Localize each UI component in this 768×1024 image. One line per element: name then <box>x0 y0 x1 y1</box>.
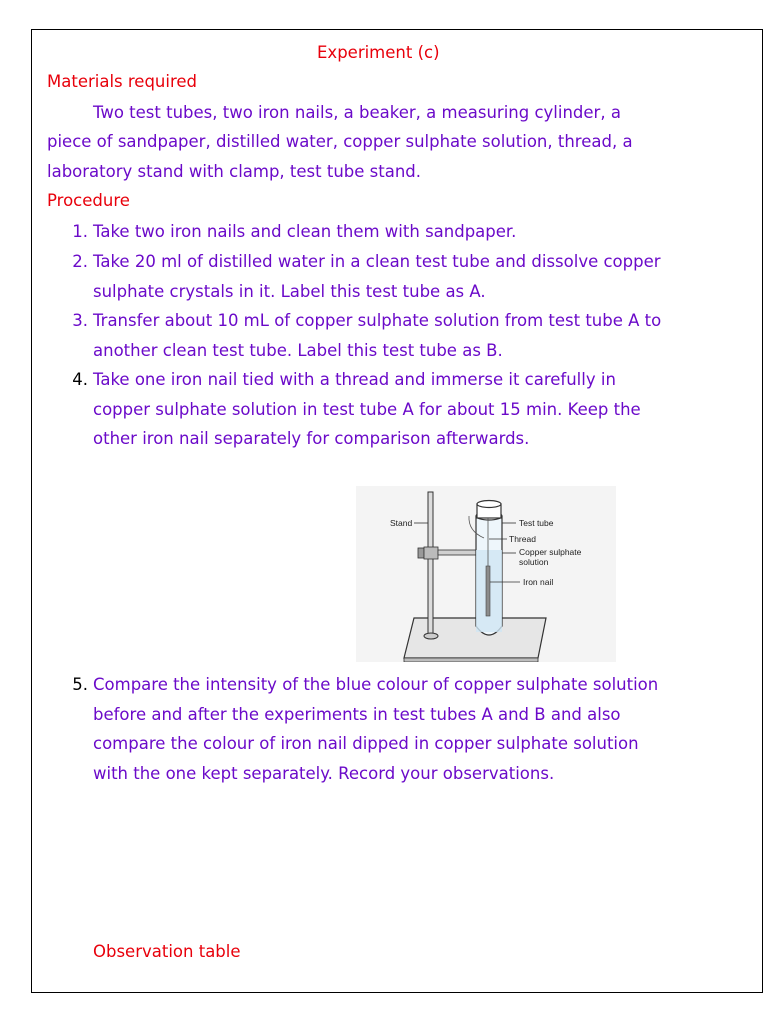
step-number: 2. <box>72 252 88 271</box>
label-thread: Thread <box>509 534 536 544</box>
procedure-heading: Procedure <box>47 191 130 210</box>
step-text: Take two iron nails and clean them with sandpaper. <box>93 222 517 241</box>
label-stand: Stand <box>390 518 413 528</box>
step-text: another clean test tube. Label this test tube as B. <box>93 341 503 360</box>
step-number: 1. <box>72 222 88 241</box>
step-text: Transfer about 10 mL of copper sulphate solution from test tube A to <box>93 311 662 330</box>
step-text: sulphate crystals in it. Label this test tube as A. <box>93 282 486 301</box>
apparatus-figure <box>356 486 616 662</box>
step-number: 5. <box>72 675 88 694</box>
observation-heading: Observation table <box>93 942 241 961</box>
iron-nail <box>486 566 490 616</box>
step-text: before and after the experiments in test tubes A and B and also <box>93 705 621 724</box>
step-text: Compare the intensity of the blue colour of copper sulphate solution <box>93 675 659 694</box>
apparatus-diagram <box>356 486 616 662</box>
step-number: 4. <box>72 370 88 389</box>
label-test-tube: Test tube <box>519 518 554 528</box>
label-iron-nail: Iron nail <box>523 577 554 587</box>
materials-line: laboratory stand with clamp, test tube stand. <box>47 162 422 181</box>
step-text: copper sulphate solution in test tube A for about 15 min. Keep the <box>93 400 641 419</box>
step-text: with the one kept separately. Record your observations. <box>93 764 555 783</box>
materials-heading: Materials required <box>47 72 198 91</box>
materials-line: piece of sandpaper, distilled water, copper sulphate solution, thread, a <box>47 132 633 151</box>
stand-rod <box>428 492 433 635</box>
label-solution-2: solution <box>519 557 549 567</box>
step-text: Take 20 ml of distilled water in a clean test tube and dissolve copper <box>93 252 661 271</box>
step-text: compare the colour of iron nail dipped in copper sulphate solution <box>93 734 639 753</box>
step-text: Take one iron nail tied with a thread and immerse it carefully in <box>93 370 616 389</box>
step-text: other iron nail separately for comparison afterwards. <box>93 429 530 448</box>
label-solution-1: Copper sulphate <box>519 547 582 557</box>
step-number: 3. <box>72 311 88 330</box>
page-title: Experiment (c) <box>317 43 440 62</box>
materials-line: Two test tubes, two iron nails, a beaker, a measuring cylinder, a <box>93 103 621 122</box>
